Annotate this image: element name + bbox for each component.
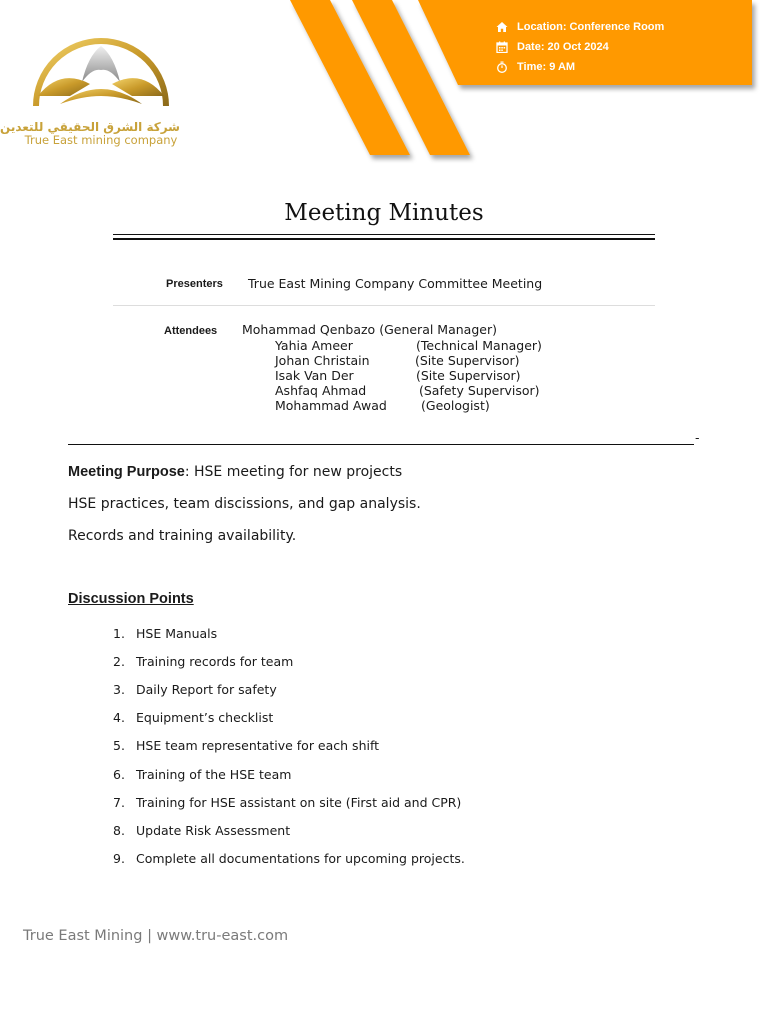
attendee-name: Mohammad Awad bbox=[275, 398, 387, 413]
separator-dash: - bbox=[695, 430, 700, 445]
stopwatch-icon bbox=[496, 61, 508, 73]
logo-arabic-name: شركة الشرق الحقيقي للتعدين bbox=[0, 120, 180, 134]
list-item-text: Update Risk Assessment bbox=[136, 822, 291, 838]
list-number: 4. bbox=[113, 710, 125, 726]
presenters-value: True East Mining Company Committee Meeting bbox=[248, 276, 543, 291]
attendee-row bbox=[275, 368, 354, 383]
attendee-role: (Safety Supervisor) bbox=[419, 383, 540, 398]
purpose-line-2: HSE practices, team discissions, and gap analysis. bbox=[68, 496, 421, 512]
attendee-role: (Geologist) bbox=[421, 398, 490, 413]
attendee-name: Ashfaq Ahmad bbox=[275, 383, 367, 398]
list-number: 1. bbox=[113, 625, 125, 641]
meeting-info bbox=[496, 17, 664, 77]
attendee-row bbox=[275, 383, 366, 398]
purpose-label: Meeting Purpose bbox=[68, 464, 185, 480]
list-item bbox=[108, 647, 465, 675]
list-number: 7. bbox=[113, 794, 125, 810]
title-rule-bottom bbox=[113, 238, 655, 240]
attendee-name: Johan Christain bbox=[275, 353, 370, 368]
section-separator bbox=[68, 444, 694, 445]
attendee-name: Yahia Ameer bbox=[275, 338, 353, 353]
presenters-divider bbox=[113, 305, 655, 306]
attendee-name: Isak Van Der bbox=[275, 368, 354, 383]
discussion-heading: Discussion Points bbox=[68, 591, 194, 607]
attendee-name: Mohammad Qenbazo bbox=[242, 322, 376, 337]
list-item-text: Training records for team bbox=[136, 653, 294, 669]
list-item-text: Training for HSE assistant on site (First aid and CPR) bbox=[136, 794, 462, 810]
time-row bbox=[496, 57, 664, 77]
location-row bbox=[496, 17, 664, 37]
list-item-text: Training of the HSE team bbox=[136, 766, 292, 782]
attendees-label: Attendees bbox=[164, 325, 218, 337]
list-item-text: Complete all documentations for upcoming projects. bbox=[136, 851, 465, 867]
attendee-row bbox=[275, 398, 387, 413]
purpose-text: : HSE meeting for new projects bbox=[184, 464, 403, 480]
discussion-list bbox=[108, 619, 465, 873]
list-item bbox=[108, 760, 465, 788]
page-footer: True East Mining | www.tru-east.com bbox=[23, 928, 289, 944]
home-icon bbox=[496, 21, 508, 33]
list-number: 3. bbox=[113, 681, 125, 697]
date-row bbox=[496, 37, 664, 57]
title-rule-top bbox=[113, 234, 655, 235]
calendar-icon bbox=[496, 41, 508, 53]
attendee-role: (Site Supervisor) bbox=[416, 368, 521, 383]
presenters-label: Presenters bbox=[166, 278, 223, 290]
list-item-text: HSE team representative for each shift bbox=[136, 738, 380, 754]
list-number: 8. bbox=[113, 822, 125, 838]
list-item bbox=[108, 704, 465, 732]
list-item bbox=[108, 845, 465, 873]
date-text: Date: 20 Oct 2024 bbox=[517, 41, 609, 53]
list-item bbox=[108, 816, 465, 844]
list-number: 9. bbox=[113, 851, 125, 867]
list-item bbox=[108, 732, 465, 760]
purpose-line-3: Records and training availability. bbox=[68, 528, 297, 544]
list-item-text: Equipment’s checklist bbox=[136, 710, 274, 726]
list-item bbox=[108, 788, 465, 816]
list-number: 6. bbox=[113, 766, 125, 782]
attendee-role: (Technical Manager) bbox=[416, 338, 542, 353]
list-item bbox=[108, 675, 465, 703]
attendee-role: (General Manager) bbox=[379, 322, 497, 337]
list-number: 5. bbox=[113, 738, 125, 754]
attendee-row bbox=[242, 322, 497, 337]
logo-english-name: True East mining company bbox=[24, 133, 178, 147]
time-text: Time: 9 AM bbox=[517, 61, 576, 73]
meeting-purpose bbox=[68, 464, 402, 480]
list-item bbox=[108, 619, 465, 647]
attendee-row bbox=[275, 338, 353, 353]
list-item-text: Daily Report for safety bbox=[136, 681, 277, 697]
page-title: Meeting Minutes bbox=[284, 200, 484, 226]
list-number: 2. bbox=[113, 653, 125, 669]
attendee-row bbox=[275, 353, 370, 368]
attendee-role: (Site Supervisor) bbox=[415, 353, 520, 368]
company-logo bbox=[30, 24, 172, 116]
location-text: Location: Conference Room bbox=[517, 21, 665, 33]
list-item-text: HSE Manuals bbox=[136, 625, 218, 641]
